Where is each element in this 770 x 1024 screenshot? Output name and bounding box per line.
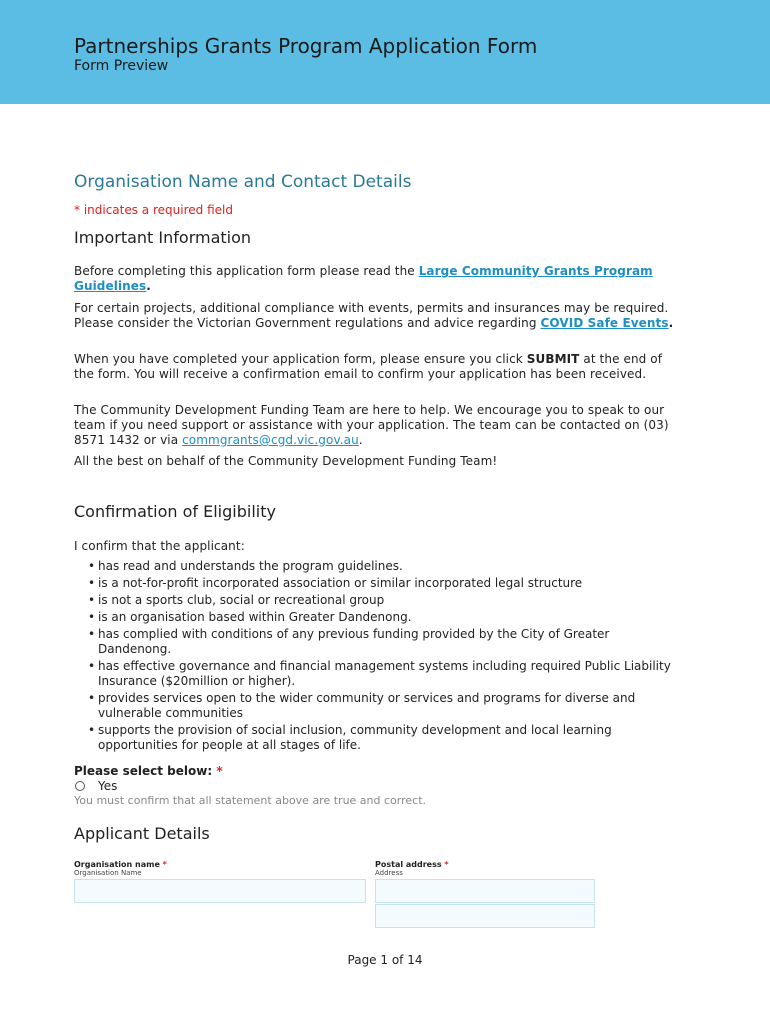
eligibility-intro: I confirm that the applicant: (74, 539, 245, 553)
list-item: • is a not-for-profit incorporated association or similar incorporated legal structure (90, 576, 680, 591)
postal-address-line1-input[interactable] (375, 879, 595, 903)
form-subtitle: Form Preview (74, 58, 169, 74)
list-item: • supports the provision of social inclusion, community development and local learning opportunities for people at all stages of life. (90, 723, 680, 753)
form-header (0, 0, 770, 104)
required-star: * (216, 764, 223, 778)
guidelines-link[interactable]: Large Community Grants Program Guidelines (74, 264, 653, 293)
postal-address-sublabel: Address (375, 869, 403, 877)
applicant-details-heading: Applicant Details (74, 824, 210, 843)
yes-label: Yes (98, 779, 118, 793)
select-below-label: Please select below: * (74, 764, 223, 778)
list-item: • provides services open to the wider community or services and programs for diverse and vulnerable communities (90, 691, 680, 721)
organisation-name-sublabel: Organisation Name (74, 869, 142, 877)
organisation-name-input[interactable] (74, 879, 366, 903)
list-item: • has effective governance and financial management systems including required Public Liability Insurance ($20million or higher). (90, 659, 680, 689)
postal-address-label: Postal address * (375, 860, 449, 869)
form-title: Partnerships Grants Program Application Form (74, 34, 538, 58)
contact-paragraph: The Community Development Funding Team are here to help. We encourage you to speak to our team if you need support or assistance with your application. The team can be contacted on (03) 8571 1432 or via commgrants@cgd.vic.gov.au. (74, 403, 669, 447)
important-info-heading: Important Information (74, 228, 252, 247)
radio-button-yes[interactable] (75, 781, 85, 791)
organisation-name-label: Organisation name * (74, 860, 167, 869)
page-number: Page 1 of 14 (347, 953, 423, 967)
list-item: • is an organisation based within Greater Dandenong. (90, 610, 680, 625)
yes-option[interactable] (74, 779, 117, 793)
covid-paragraph: For certain projects, additional compliance with events, permits and insurances may be required. Please consider the Victorian Government regulations and advice regarding COVID Safe Events. (74, 301, 674, 330)
submit-paragraph: When you have completed your application form, please ensure you click SUBMIT at the end of the form. You will receive a confirmation email to confirm your application has been received. (74, 352, 663, 381)
section-title-organisation: Organisation Name and Contact Details (74, 172, 412, 192)
covid-safe-events-link[interactable]: COVID Safe Events (540, 316, 669, 330)
required-field-note: * indicates a required field (74, 203, 233, 217)
eligibility-heading: Confirmation of Eligibility (74, 502, 276, 521)
eligibility-list (90, 559, 680, 755)
confirm-hint: You must confirm that all statement above are true and correct. (74, 794, 427, 807)
email-link[interactable]: commgrants@cgd.vic.gov.au (182, 433, 359, 447)
list-item: • has complied with conditions of any previous funding provided by the City of Greater Dandenong. (90, 627, 680, 657)
list-item: • has read and understands the program guidelines. (90, 559, 680, 574)
sign-off-paragraph: All the best on behalf of the Community Development Funding Team! (74, 454, 498, 468)
guidelines-paragraph: Before completing this application form please read the Large Community Grants Program Guidelines. (74, 264, 653, 293)
list-item: • is not a sports club, social or recreational group (90, 593, 680, 608)
postal-address-line2-input[interactable] (375, 904, 595, 928)
